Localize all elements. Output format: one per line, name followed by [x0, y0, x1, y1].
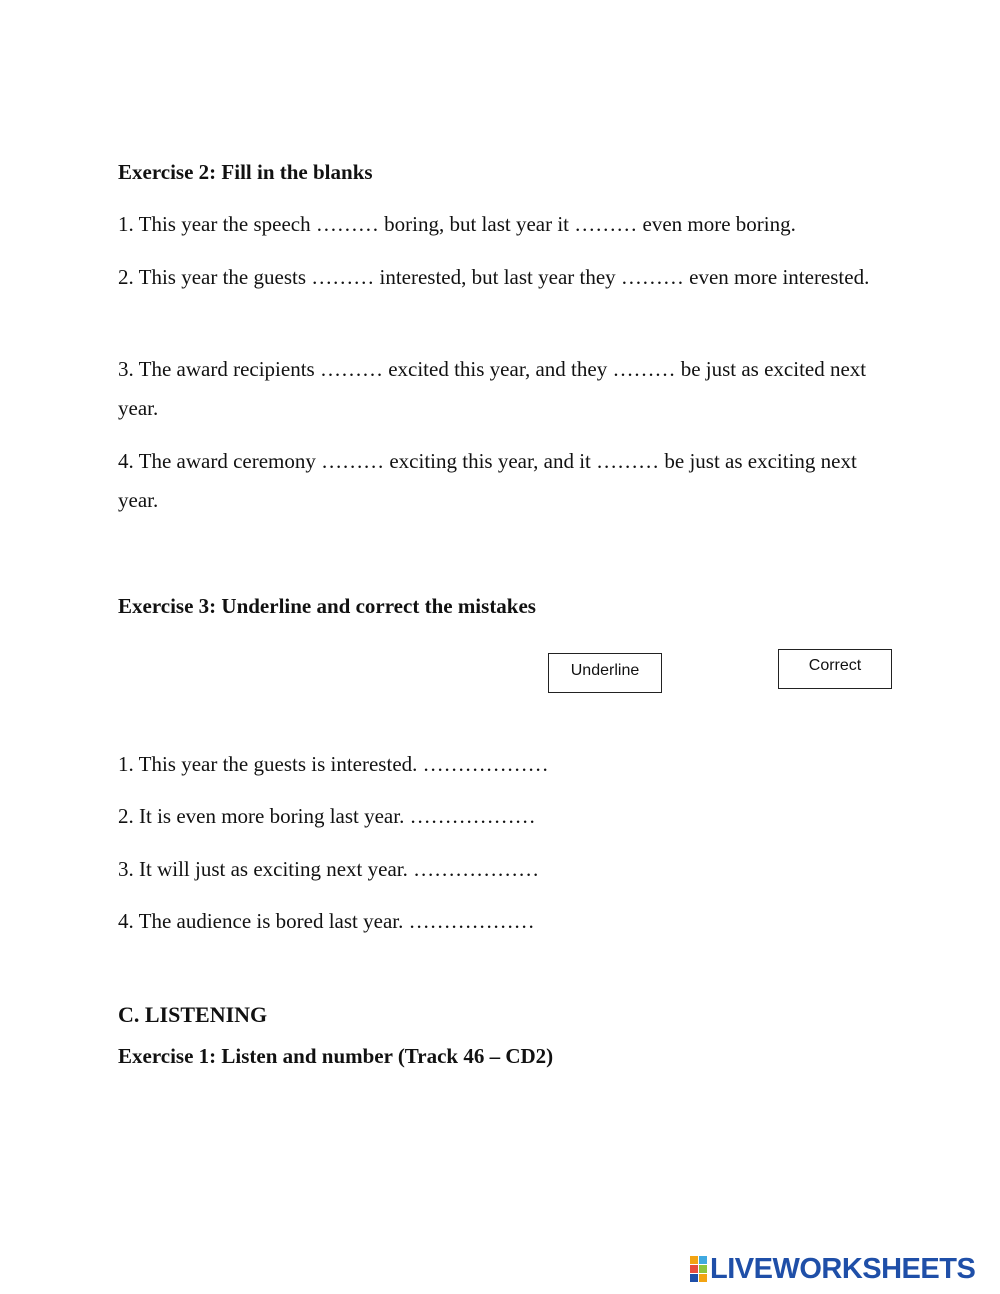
exercise-2-item-3: 3. The award recipients ……… excited this year, and they ……… be just as excited next year. — [118, 357, 867, 420]
exercise-3-item-4: 4. The audience is bored last year. ……………… — [118, 909, 535, 933]
logo-square-2 — [699, 1256, 707, 1264]
exercise-2-item-2: 2. This year the guests ……… interested, but last year they ……… even more interested. — [118, 265, 870, 289]
logo-square-6 — [699, 1274, 707, 1282]
logo-square-4 — [699, 1265, 707, 1273]
exercise-3-item-3: 3. It will just as exciting next year. ……………… — [118, 857, 540, 881]
exercise-2-item-1: 1. This year the speech ……… boring, but last year it ……… even more boring. — [118, 212, 796, 236]
listening-section-title: C. LISTENING — [118, 1002, 268, 1027]
logo-square-1 — [690, 1256, 698, 1264]
exercise-3-item-2: 2. It is even more boring last year. ……………… — [118, 804, 536, 828]
listening-exercise-1-title: Exercise 1: Listen and number (Track 46 – CD2) — [118, 1044, 554, 1068]
exercise-3-item-1: 1. This year the guests is interested. ……………… — [118, 752, 549, 776]
liveworksheets-logo-text: LIVEWORKSHEETS — [710, 1253, 976, 1285]
logo-square-5 — [690, 1274, 698, 1282]
logo-square-3 — [690, 1265, 698, 1273]
underline-box[interactable]: Underline — [548, 653, 662, 693]
liveworksheets-logo-icon — [690, 1256, 707, 1282]
correct-box[interactable]: Correct — [778, 649, 892, 689]
exercise-3-title: Exercise 3: Underline and correct the mistakes — [118, 594, 536, 618]
exercise-2-item-4: 4. The award ceremony ……… exciting this year, and it ……… be just as exciting next year. — [118, 449, 857, 512]
exercise-2-title: Exercise 2: Fill in the blanks — [118, 160, 373, 184]
liveworksheets-logo — [690, 1254, 975, 1284]
